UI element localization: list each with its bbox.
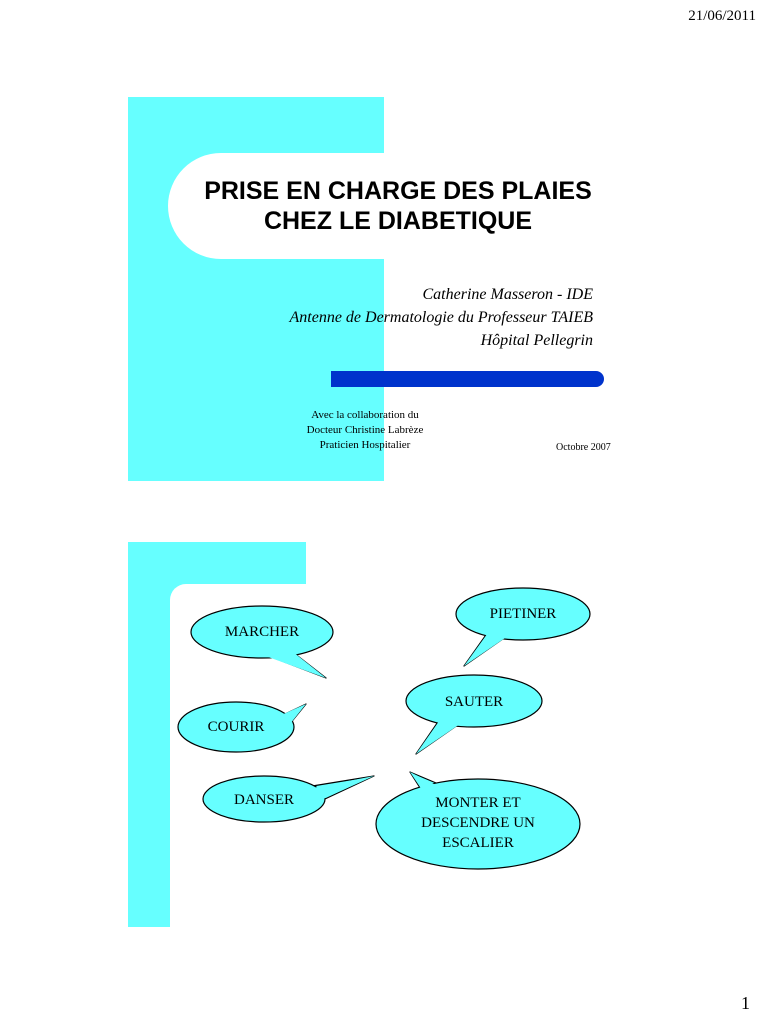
collaboration-block [272,408,458,453]
bubble-label-monter [376,793,580,853]
bubble-label-line: DESCENDRE UN [421,815,535,831]
bubble-label-line: ESCALIER [442,835,514,851]
page-date: 21/06/2011 [688,8,756,24]
slide-date: Octobre 2007 [556,442,611,453]
collaboration-line: Docteur Christine Labrèze [306,424,424,436]
slide-title [168,176,628,236]
slide-2 [0,540,768,940]
author-line: Antenne de Dermatologie du Professeur TAIEB [289,309,593,326]
speech-bubble-sauter [406,675,542,754]
bubble-label-line: MONTER ET [435,795,521,811]
collaboration-line: Praticien Hospitalier [319,439,411,451]
author-line: Catherine Masseron - IDE [422,286,593,303]
bubble-label-courir: COURIR [207,719,265,735]
speech-bubble-pietiner [456,588,590,666]
page-number: 1 [741,993,750,1013]
author-block [290,283,594,352]
collaboration-line: Avec la collaboration du [311,409,419,421]
speech-bubble-marcher [191,606,333,678]
bubble-label-marcher: MARCHER [224,624,300,640]
title-line: PRISE EN CHARGE DES PLAIES [204,177,592,205]
author-line: Hôpital Pellegrin [480,332,593,349]
title-line: CHEZ LE DIABETIQUE [263,207,533,235]
blue-divider-bar [331,371,604,387]
speech-bubbles-graphic [0,540,768,940]
bubble-label-danser: DANSER [233,792,294,808]
bubble-label-sauter: SAUTER [444,694,504,710]
bubble-label-pietiner: PIETINER [489,606,557,622]
